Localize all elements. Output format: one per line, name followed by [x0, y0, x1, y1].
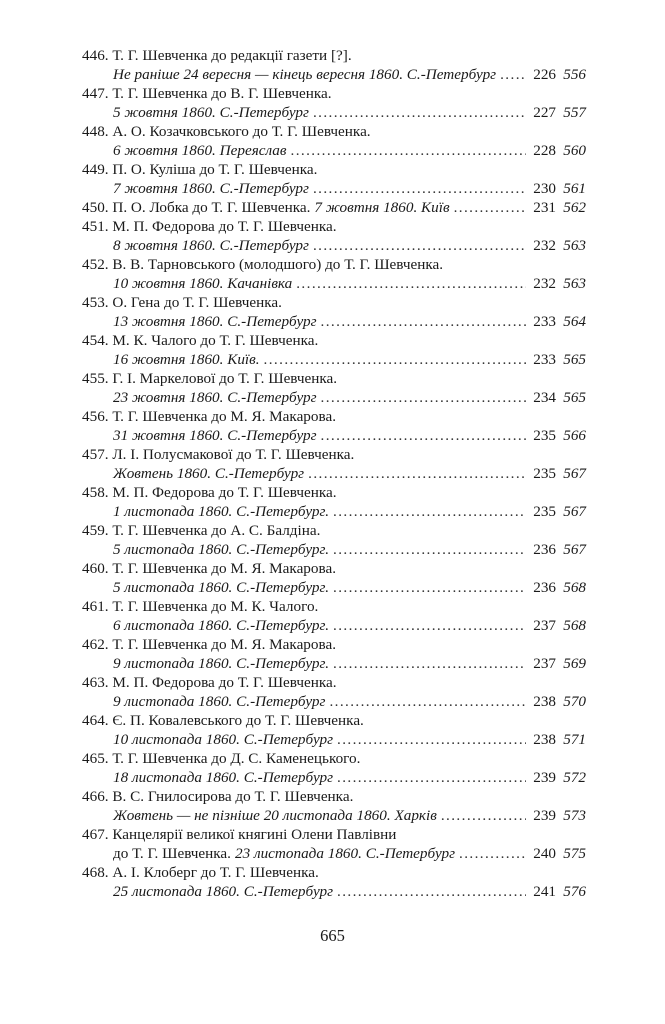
toc-entry [82, 825, 586, 863]
entry-comment-page: 557 [563, 104, 586, 121]
entry-comment-page: 568 [563, 579, 586, 596]
entry-subline [82, 730, 586, 749]
entry-comment-page: 565 [563, 389, 586, 406]
entry-comment-page: 560 [563, 142, 586, 159]
dot-leader [337, 882, 526, 901]
entry-page: 231 [533, 199, 556, 216]
entry-subline [82, 806, 586, 825]
entry-heading: 460. Т. Г. Шевченка до М. Я. Макарова. [82, 560, 337, 577]
entry-date-place: 7 жовтня 1860. С.-Петербург [113, 180, 309, 197]
entry-subline [82, 65, 586, 84]
dot-leader [321, 426, 526, 445]
entry-date-place: 31 жовтня 1860. С.-Петербург [113, 427, 317, 444]
page-number: 665 [320, 926, 345, 945]
entry-subline [82, 274, 586, 293]
entry-date-place: 5 жовтня 1860. С.-Петербург [113, 104, 309, 121]
entry-comment-page: 568 [563, 617, 586, 634]
dot-leader [459, 844, 526, 863]
entry-heading: 446. Т. Г. Шевченка до редакції газети [?]. [82, 47, 352, 64]
entry-subline [82, 502, 586, 521]
entry-date-place: Не раніше 24 вересня — кінець вересня 1860. С.-Петербург [113, 66, 497, 83]
entry-page: 232 [533, 237, 556, 254]
table-of-contents [82, 46, 586, 901]
entry-heading: 459. Т. Г. Шевченка до А. С. Балдіна. [82, 522, 321, 539]
entry-subline [82, 426, 586, 445]
toc-entry [82, 559, 586, 597]
entry-date-place: 1 листопада 1860. С.-Петербург. [113, 503, 330, 520]
toc-entry [82, 673, 586, 711]
entry-page: 241 [533, 883, 556, 900]
entry-page: 239 [533, 769, 556, 786]
entry-comment-page: 570 [563, 693, 586, 710]
entry-page: 238 [533, 693, 556, 710]
toc-entry [82, 122, 586, 160]
dot-leader [333, 540, 526, 559]
toc-entry [82, 255, 586, 293]
entry-heading: 457. Л. І. Полусмакової до Т. Г. Шевченка. [82, 446, 355, 463]
entry-date-place: 5 листопада 1860. С.-Петербург. [113, 541, 330, 558]
entry-subline [82, 350, 586, 369]
entry-date-place: 10 жовтня 1860. Качанівка [113, 275, 293, 292]
entry-heading: 451. М. П. Федорова до Т. Г. Шевченка. [82, 218, 337, 235]
entry-heading: 452. В. В. Тарновського (молодшого) до Т. Г. Шевченка. [82, 256, 444, 273]
entry-comment-page: 576 [563, 883, 586, 900]
entry-date-place: 6 листопада 1860. С.-Петербург. [113, 617, 330, 634]
entry-date-place: 13 жовтня 1860. С.-Петербург [113, 313, 317, 330]
entry-heading: 463. М. П. Федорова до Т. Г. Шевченка. [82, 674, 337, 691]
entry-page: 238 [533, 731, 556, 748]
entry-subline [82, 312, 586, 331]
dot-leader [329, 692, 526, 711]
entry-subline [82, 141, 586, 160]
toc-entry [82, 863, 586, 901]
entry-subline [82, 103, 586, 122]
entry-page: 235 [533, 465, 556, 482]
entry-heading: 467. Канцелярії великої княгині Олени Павлівни [82, 826, 397, 843]
entry-comment-page: 563 [563, 237, 586, 254]
toc-entry [82, 198, 586, 217]
entry-page: 236 [533, 541, 556, 558]
entry-page: 233 [533, 351, 556, 368]
entry-subline [82, 692, 586, 711]
entry-heading: 448. А. О. Козачковського до Т. Г. Шевченка. [82, 123, 371, 140]
entry-page: 232 [533, 275, 556, 292]
entry-date-place: 10 листопада 1860. С.-Петербург [113, 731, 334, 748]
entry-page: 239 [533, 807, 556, 824]
entry-page: 240 [533, 845, 556, 862]
dot-leader [291, 141, 527, 160]
entry-subline [82, 616, 586, 635]
dot-leader [333, 578, 526, 597]
entry-subline [82, 844, 586, 863]
entry-subline [82, 654, 586, 673]
entry-subline [82, 388, 586, 407]
toc-entry [82, 46, 586, 84]
entry-comment-page: 573 [563, 807, 586, 824]
toc-entry [82, 787, 586, 825]
dot-leader [337, 768, 526, 787]
entry-comment-page: 561 [563, 180, 586, 197]
toc-entry [82, 711, 586, 749]
dot-leader [321, 388, 526, 407]
entry-comment-page: 567 [563, 465, 586, 482]
dot-leader [454, 198, 526, 217]
entry-page: 235 [533, 503, 556, 520]
entry-comment-page: 567 [563, 503, 586, 520]
toc-entry [82, 521, 586, 559]
entry-date-place: 23 жовтня 1860. С.-Петербург [113, 389, 317, 406]
entry-date-place: 23 листопада 1860. С.-Петербург [234, 845, 456, 862]
entry-heading: 456. Т. Г. Шевченка до М. Я. Макарова. [82, 408, 337, 425]
toc-entry [82, 749, 586, 787]
dot-leader [313, 103, 526, 122]
entry-heading: 462. Т. Г. Шевченка до М. Я. Макарова. [82, 636, 337, 653]
entry-subline [82, 882, 586, 901]
toc-entry [82, 635, 586, 673]
entry-page: 234 [533, 389, 556, 406]
entry-date-place: 8 жовтня 1860. С.-Петербург [113, 237, 309, 254]
dot-leader [337, 730, 526, 749]
entry-subline [82, 464, 586, 483]
entry-date-place: Жовтень — не пізніше 20 листопада 1860. Харків [113, 807, 437, 824]
entry-heading: 447. Т. Г. Шевченка до В. Г. Шевченка. [82, 85, 332, 102]
entry-date-place: Жовтень 1860. С.-Петербург [113, 465, 305, 482]
toc-entry [82, 597, 586, 635]
entry-page: 236 [533, 579, 556, 596]
entry-subline [82, 578, 586, 597]
toc-entry [82, 407, 586, 445]
toc-entry [82, 160, 586, 198]
entry-comment-page: 556 [563, 66, 586, 83]
entry-heading: 454. М. К. Чалого до Т. Г. Шевченка. [82, 332, 319, 349]
entry-subline [82, 540, 586, 559]
dot-leader [313, 236, 526, 255]
toc-entry [82, 369, 586, 407]
entry-heading: 449. П. О. Куліша до Т. Г. Шевченка. [82, 161, 318, 178]
toc-entry [82, 331, 586, 369]
entry-subline [82, 236, 586, 255]
entry-comment-page: 565 [563, 351, 586, 368]
entry-heading: 464. Є. П. Ковалевського до Т. Г. Шевченка. [82, 712, 364, 729]
entry-comment-page: 575 [563, 845, 586, 862]
entry-comment-page: 569 [563, 655, 586, 672]
toc-entry [82, 445, 586, 483]
dot-leader [441, 806, 526, 825]
toc-entry [82, 483, 586, 521]
entry-date-place: 9 листопада 1860. С.-Петербург. [113, 655, 330, 672]
entry-page: 226 [533, 66, 556, 83]
entry-page: 230 [533, 180, 556, 197]
toc-entry [82, 293, 586, 331]
entry-comment-page: 566 [563, 427, 586, 444]
entry-page: 227 [533, 104, 556, 121]
entry-subline [82, 198, 586, 217]
entry-heading: 455. Г. І. Маркелової до Т. Г. Шевченка. [82, 370, 338, 387]
dot-leader [308, 464, 526, 483]
entry-date-place: 7 жовтня 1860. Київ [314, 199, 450, 216]
dot-leader [500, 65, 526, 84]
dot-leader [333, 654, 526, 673]
entry-date-place: 16 жовтня 1860. Київ. [113, 351, 260, 368]
entry-date-place: 5 листопада 1860. С.-Петербург. [113, 579, 330, 596]
entry-comment-page: 572 [563, 769, 586, 786]
entry-date-place: 25 листопада 1860. С.-Петербург [113, 883, 334, 900]
dot-leader [333, 502, 526, 521]
entry-heading: 453. О. Гена до Т. Г. Шевченка. [82, 294, 282, 311]
entry-heading: 468. А. І. Клоберг до Т. Г. Шевченка. [82, 864, 319, 881]
dot-leader [333, 616, 526, 635]
entry-page: 237 [533, 617, 556, 634]
entry-heading: 458. М. П. Федорова до Т. Г. Шевченка. [82, 484, 337, 501]
dot-leader [296, 274, 526, 293]
entry-date-place: 18 листопада 1860. С.-Петербург [113, 769, 334, 786]
entry-comment-page: 564 [563, 313, 586, 330]
entry-date-place: 6 жовтня 1860. Переяслав [113, 142, 287, 159]
dot-leader [321, 312, 526, 331]
entry-page: 237 [533, 655, 556, 672]
dot-leader [313, 179, 526, 198]
entry-comment-page: 563 [563, 275, 586, 292]
entry-subline [82, 179, 586, 198]
entry-page: 228 [533, 142, 556, 159]
entry-page: 235 [533, 427, 556, 444]
toc-entry [82, 217, 586, 255]
entry-comment-page: 567 [563, 541, 586, 558]
entry-page: 233 [533, 313, 556, 330]
toc-entry [82, 84, 586, 122]
entry-comment-page: 562 [563, 199, 586, 216]
entry-heading: 466. В. С. Гнилосирова до Т. Г. Шевченка. [82, 788, 354, 805]
entry-heading: 450. П. О. Лобка до Т. Г. Шевченка. [82, 199, 311, 216]
entry-comment-page: 571 [563, 731, 586, 748]
entry-recipient: до Т. Г. Шевченка. [113, 845, 231, 862]
entry-heading: 461. Т. Г. Шевченка до М. К. Чалого. [82, 598, 319, 615]
dot-leader [264, 350, 526, 369]
entry-date-place: 9 листопада 1860. С.-Петербург [113, 693, 326, 710]
entry-subline [82, 768, 586, 787]
entry-heading: 465. Т. Г. Шевченка до Д. С. Каменецького. [82, 750, 361, 767]
